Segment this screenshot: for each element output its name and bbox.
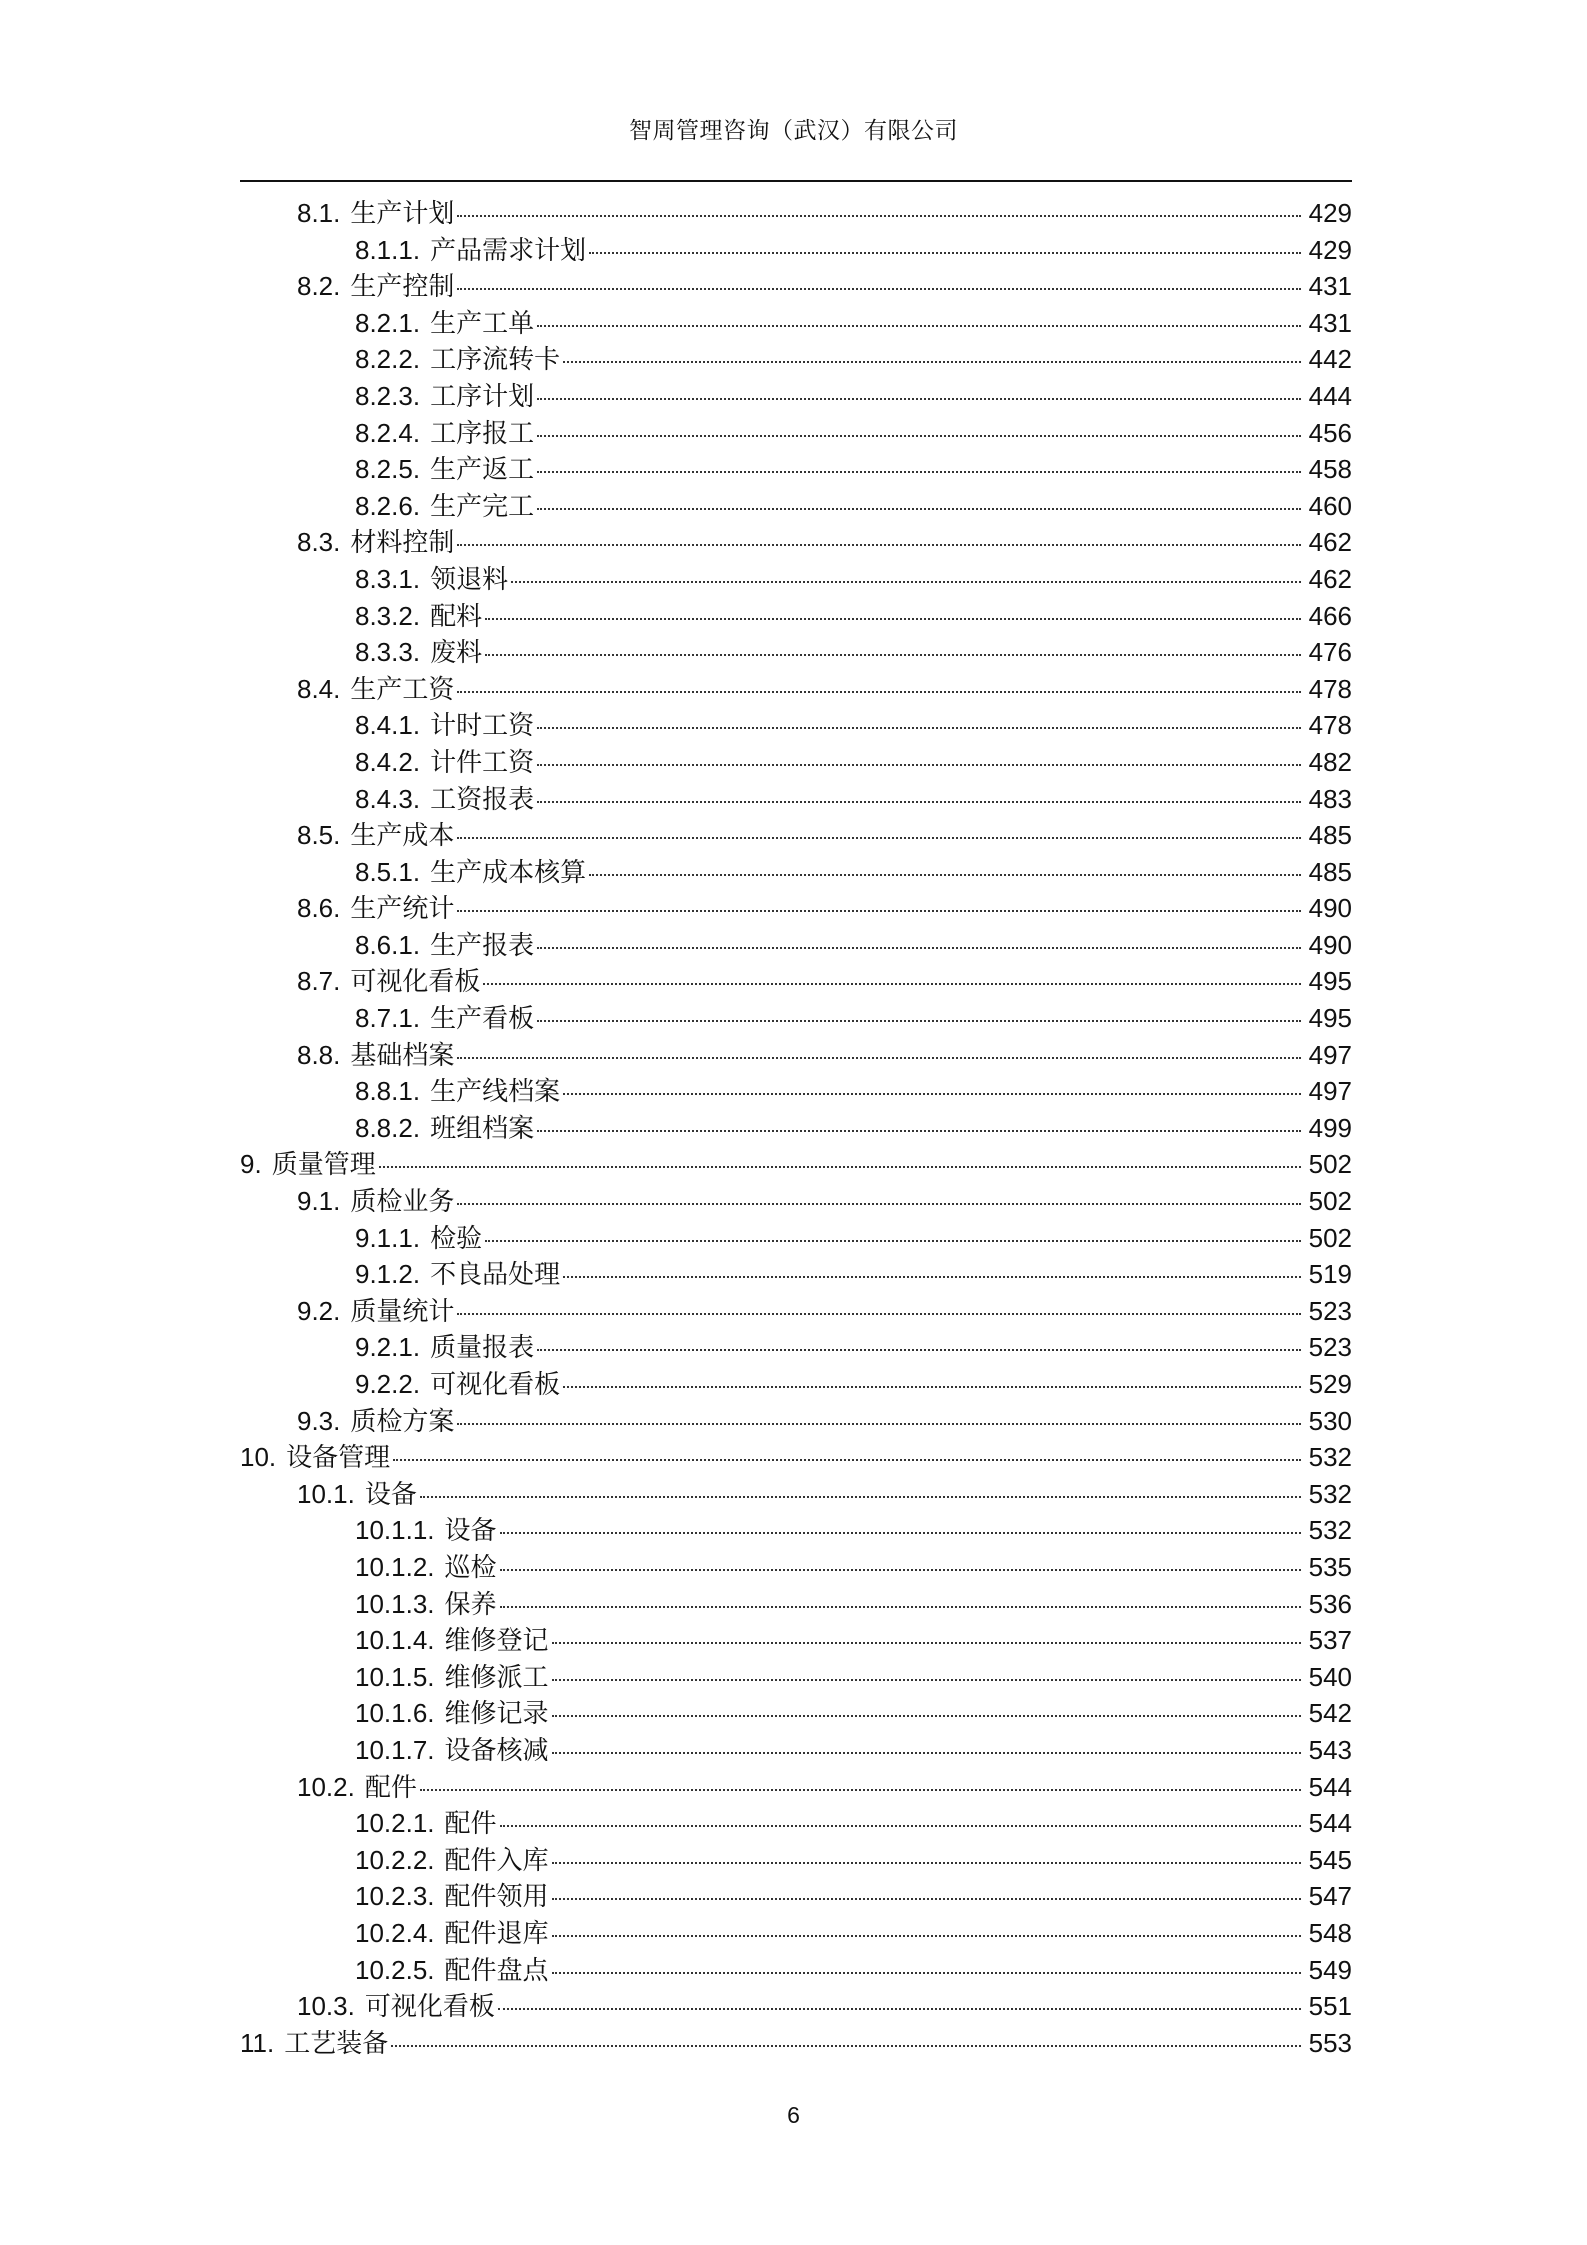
toc-entry-number: 10.1.1.: [355, 1515, 435, 1546]
toc-entry-number: 8.1.1.: [355, 234, 421, 265]
toc-dot-leader: [483, 982, 1301, 985]
toc-entry-number: 8.1.: [297, 198, 341, 228]
toc-entry[interactable]: [240, 488, 1352, 525]
toc-entry-title: 生产工单: [430, 308, 535, 339]
toc-entry-title: 生产成本: [350, 821, 455, 852]
toc-entry[interactable]: [240, 781, 1352, 818]
toc-entry-number: 8.5.1.: [355, 856, 421, 887]
toc-entry-title: 设备核减: [444, 1735, 549, 1766]
toc-entry-title: 维修派工: [444, 1662, 549, 1693]
toc-entry[interactable]: [240, 232, 1352, 269]
toc-entry-page: 431: [1308, 271, 1352, 302]
toc-dot-leader: [457, 214, 1301, 217]
toc-entry-page: 532: [1308, 1515, 1352, 1546]
toc-dot-leader: [537, 434, 1301, 437]
toc-entry[interactable]: [240, 524, 1352, 561]
toc-entry-number: 8.8.: [297, 1039, 341, 1070]
table-of-contents: [240, 195, 1352, 2061]
toc-entry-number: 8.2.4.: [355, 417, 421, 448]
toc-entry-number: 9.: [240, 1149, 262, 1180]
toc-entry-number: 9.1.: [297, 1186, 341, 1217]
toc-dot-leader: [457, 287, 1301, 290]
toc-dot-leader: [537, 1129, 1301, 1132]
toc-dot-leader: [457, 1202, 1301, 1205]
toc-entry[interactable]: [240, 1878, 1352, 1915]
toc-entry-title: 维修登记: [444, 1626, 549, 1657]
toc-entry-number: 10.1.7.: [355, 1734, 435, 1765]
toc-entry-page: 490: [1308, 929, 1352, 960]
toc-entry-page: 482: [1308, 746, 1352, 777]
toc-entry[interactable]: [240, 1695, 1352, 1732]
toc-dot-leader: [393, 1458, 1301, 1461]
toc-entry-page: 483: [1308, 783, 1352, 814]
toc-entry-title: 设备: [364, 1479, 417, 1510]
toc-entry[interactable]: [240, 1403, 1352, 1440]
toc-entry-page: 536: [1308, 1588, 1352, 1619]
toc-entry-number: 8.2.6.: [355, 490, 421, 521]
toc-entry-page: 545: [1308, 1844, 1352, 1875]
toc-entry-page: 485: [1308, 820, 1352, 851]
toc-entry-page: 542: [1308, 1698, 1352, 1729]
toc-entry-number: 8.3.3.: [355, 637, 421, 668]
toc-entry-title: 可视化看板: [364, 1992, 495, 2023]
toc-entry-number: 10.2.5.: [355, 1954, 435, 1985]
toc-entry[interactable]: [240, 1000, 1352, 1037]
toc-entry-number: 8.3.1.: [355, 563, 421, 594]
toc-entry-title: 领退料: [430, 564, 509, 595]
toc-entry-title: 质量管理: [271, 1150, 376, 1181]
toc-dot-leader: [391, 2044, 1301, 2047]
toc-entry-page: 499: [1308, 1112, 1352, 1143]
toc-entry-number: 10.2.4.: [355, 1917, 435, 1948]
toc-entry-page: 442: [1308, 344, 1352, 375]
toc-dot-leader: [552, 1714, 1301, 1717]
toc-entry-title: 废料: [430, 638, 483, 669]
toc-entry-number: 8.2.2.: [355, 344, 421, 375]
toc-entry-number: 10.1.2.: [355, 1551, 435, 1582]
toc-entry-number: 8.3.2.: [355, 600, 421, 631]
toc-entry-title: 工序流转卡: [430, 345, 561, 376]
toc-entry-title: 生产工资: [350, 674, 455, 705]
toc-entry-title: 可视化看板: [430, 1370, 561, 1400]
toc-dot-leader: [537, 470, 1301, 473]
toc-entry-number: 10.: [240, 1442, 277, 1473]
toc-entry-title: 生产控制: [350, 272, 455, 303]
toc-entry-page: 530: [1308, 1405, 1352, 1436]
toc-entry-page: 523: [1308, 1332, 1352, 1363]
toc-entry[interactable]: [240, 1220, 1352, 1257]
toc-entry[interactable]: [240, 268, 1352, 305]
toc-entry-page: 537: [1308, 1625, 1352, 1656]
toc-dot-leader: [500, 1605, 1301, 1608]
toc-entry[interactable]: [240, 1183, 1352, 1220]
toc-entry[interactable]: [240, 927, 1352, 964]
toc-dot-leader: [485, 617, 1301, 620]
toc-entry-number: 10.2.: [297, 1771, 355, 1802]
toc-entry-page: 460: [1308, 490, 1352, 521]
toc-entry-number: 11.: [240, 2027, 275, 2058]
toc-entry-page: 490: [1308, 893, 1352, 924]
toc-dot-leader: [457, 1312, 1301, 1315]
toc-entry-number: 10.3.: [297, 1991, 355, 2022]
toc-entry[interactable]: [240, 1329, 1352, 1366]
toc-dot-leader: [511, 580, 1301, 583]
toc-entry-title: 产品需求计划: [430, 235, 587, 266]
toc-entry-number: 9.2.1.: [355, 1332, 421, 1363]
toc-entry-page: 502: [1308, 1186, 1352, 1217]
toc-entry-title: 配件退库: [444, 1918, 549, 1949]
toc-entry-page: 444: [1308, 380, 1352, 411]
toc-entry-title: 质检业务: [350, 1187, 455, 1218]
toc-dot-leader: [485, 1239, 1301, 1242]
toc-entry-number: 8.4.1.: [355, 710, 421, 741]
toc-entry[interactable]: [240, 1622, 1352, 1659]
toc-dot-leader: [563, 1275, 1301, 1278]
toc-dot-leader: [563, 1385, 1301, 1388]
toc-entry-title: 设备: [444, 1516, 497, 1547]
toc-dot-leader: [552, 1861, 1301, 1864]
toc-entry-title: 生产统计: [350, 894, 455, 925]
toc-entry[interactable]: [240, 963, 1352, 1000]
toc-entry[interactable]: [240, 1732, 1352, 1769]
toc-entry-title: 班组档案: [430, 1113, 535, 1144]
toc-entry-number: 10.1.6.: [355, 1698, 435, 1729]
toc-entry-page: 502: [1308, 1149, 1352, 1180]
toc-entry-title: 生产成本核算: [430, 857, 587, 888]
toc-entry[interactable]: [240, 1439, 1352, 1476]
toc-entry[interactable]: [240, 1146, 1352, 1183]
toc-entry-number: 9.3.: [297, 1405, 341, 1436]
toc-entry[interactable]: [240, 1256, 1352, 1293]
toc-entry[interactable]: [240, 1952, 1352, 1989]
toc-dot-leader: [457, 543, 1301, 546]
toc-entry-page: 523: [1308, 1295, 1352, 1326]
toc-entry[interactable]: [240, 1842, 1352, 1879]
toc-entry-title: 工艺装备: [284, 2028, 389, 2059]
toc-dot-leader: [563, 360, 1301, 363]
toc-entry-page: 478: [1308, 710, 1352, 741]
toc-dot-leader: [537, 397, 1301, 400]
toc-dot-leader: [589, 251, 1301, 254]
toc-dot-leader: [563, 1092, 1301, 1095]
toc-entry-number: 10.2.1.: [355, 1808, 435, 1839]
toc-entry-number: 8.7.: [297, 966, 341, 997]
toc-entry[interactable]: [240, 817, 1352, 854]
toc-entry-page: 429: [1308, 234, 1352, 265]
toc-entry-page: 478: [1308, 673, 1352, 704]
toc-entry[interactable]: [240, 1805, 1352, 1842]
toc-entry-title: 不良品处理: [430, 1260, 561, 1291]
toc-entry-title: 检验: [430, 1223, 483, 1254]
toc-entry[interactable]: [240, 378, 1352, 415]
toc-entry[interactable]: [240, 1988, 1352, 2025]
toc-entry-page: 495: [1308, 1003, 1352, 1034]
toc-entry-title: 配件: [444, 1809, 497, 1840]
toc-entry-page: 540: [1308, 1661, 1352, 1692]
toc-entry-page: 485: [1308, 856, 1352, 887]
toc-entry[interactable]: [240, 707, 1352, 744]
page-header: 智周管理咨询（武汉）有限公司: [629, 118, 958, 144]
toc-entry-number: 10.1.5.: [355, 1661, 435, 1692]
toc-dot-leader: [552, 1678, 1301, 1681]
toc-entry-page: 462: [1308, 563, 1352, 594]
toc-entry-title: 维修记录: [444, 1699, 549, 1730]
toc-entry[interactable]: [240, 451, 1352, 488]
toc-dot-leader: [457, 1422, 1301, 1425]
toc-entry-page: 495: [1308, 966, 1352, 997]
toc-entry[interactable]: [240, 671, 1352, 708]
toc-entry-page: 476: [1308, 637, 1352, 668]
toc-entry-title: 计件工资: [430, 747, 535, 778]
toc-entry-number: 8.8.1.: [355, 1076, 421, 1107]
toc-entry-number: 10.2.2.: [355, 1844, 435, 1875]
toc-dot-leader: [457, 1056, 1301, 1059]
toc-entry-title: 工序计划: [430, 381, 535, 412]
toc-dot-leader: [379, 1165, 1301, 1168]
toc-entry[interactable]: [240, 341, 1352, 378]
toc-entry-number: 8.2.: [297, 271, 341, 302]
toc-dot-leader: [552, 1934, 1301, 1937]
toc-dot-leader: [500, 1568, 1301, 1571]
toc-dot-leader: [420, 1495, 1301, 1498]
toc-dot-leader: [552, 1897, 1301, 1900]
toc-entry[interactable]: [240, 561, 1352, 598]
toc-dot-leader: [552, 1751, 1301, 1754]
toc-entry-number: 10.2.3.: [355, 1881, 435, 1912]
toc-dot-leader: [485, 653, 1301, 656]
toc-entry[interactable]: [240, 890, 1352, 927]
toc-entry-number: 10.1.: [297, 1478, 355, 1509]
toc-entry-number: 10.1.3.: [355, 1588, 435, 1619]
toc-dot-leader: [537, 763, 1301, 766]
toc-entry-number: 8.6.: [297, 893, 341, 924]
toc-entry-title: 生产看板: [430, 1004, 535, 1035]
toc-dot-leader: [500, 1531, 1301, 1534]
toc-entry-number: 9.1.2.: [355, 1259, 421, 1290]
toc-entry-title: 工资报表: [430, 784, 535, 815]
toc-entry-title: 质检方案: [350, 1406, 455, 1437]
toc-entry-page: 553: [1308, 2027, 1352, 2058]
toc-entry-page: 532: [1308, 1442, 1352, 1473]
toc-entry[interactable]: [240, 1586, 1352, 1623]
toc-entry[interactable]: [240, 195, 1352, 232]
toc-entry-title: 生产计划: [350, 199, 455, 229]
toc-entry-number: 8.4.2.: [355, 746, 421, 777]
toc-entry-page: 497: [1308, 1039, 1352, 1070]
toc-dot-leader: [537, 946, 1301, 949]
toc-entry[interactable]: [240, 1110, 1352, 1147]
toc-entry-page: 535: [1308, 1551, 1352, 1582]
toc-entry-number: 9.2.: [297, 1295, 341, 1326]
toc-entry-title: 生产返工: [430, 455, 535, 486]
toc-entry-title: 配件入库: [444, 1845, 549, 1876]
toc-entry[interactable]: [240, 1512, 1352, 1549]
toc-entry-title: 生产线档案: [430, 1077, 561, 1108]
toc-entry-number: 8.2.3.: [355, 380, 421, 411]
toc-entry-number: 8.4.: [297, 673, 341, 704]
toc-entry-number: 8.2.5.: [355, 454, 421, 485]
toc-entry-title: 质量报表: [430, 1333, 535, 1364]
toc-entry-page: 519: [1308, 1259, 1352, 1290]
toc-entry-page: 466: [1308, 600, 1352, 631]
toc-entry-number: 8.2.1.: [355, 307, 421, 338]
toc-entry-page: 462: [1308, 527, 1352, 558]
header-rule: [240, 180, 1352, 182]
toc-dot-leader: [537, 324, 1301, 327]
toc-entry-page: 549: [1308, 1954, 1352, 1985]
toc-entry-title: 巡检: [444, 1552, 497, 1583]
toc-entry-number: 10.1.4.: [355, 1625, 435, 1656]
toc-entry-number: 8.3.: [297, 527, 341, 558]
toc-entry-title: 生产报表: [430, 930, 535, 961]
toc-dot-leader: [457, 909, 1301, 912]
toc-entry-title: 配料: [430, 601, 483, 632]
toc-entry-title: 设备管理: [286, 1443, 391, 1474]
toc-entry-title: 保养: [444, 1589, 497, 1620]
toc-entry-page: 551: [1308, 1991, 1352, 2022]
toc-entry-title: 可视化看板: [350, 967, 481, 998]
toc-entry-title: 工序报工: [430, 418, 535, 449]
toc-dot-leader: [552, 1641, 1301, 1644]
toc-entry-page: 458: [1308, 454, 1352, 485]
toc-entry-number: 8.4.3.: [355, 783, 421, 814]
toc-entry-title: 生产完工: [430, 491, 535, 522]
toc-entry[interactable]: [240, 744, 1352, 781]
toc-entry[interactable]: [240, 1659, 1352, 1696]
toc-entry[interactable]: [240, 598, 1352, 635]
toc-entry-page: 456: [1308, 417, 1352, 448]
toc-entry[interactable]: [240, 415, 1352, 452]
toc-entry-page: 544: [1308, 1808, 1352, 1839]
toc-entry-page: 532: [1308, 1478, 1352, 1509]
toc-entry-title: 质量统计: [350, 1296, 455, 1327]
toc-entry-page: 548: [1308, 1917, 1352, 1948]
toc-entry-number: 8.5.: [297, 820, 341, 851]
toc-entry-number: 8.8.2.: [355, 1112, 421, 1143]
toc-dot-leader: [457, 690, 1301, 693]
toc-entry-page: 544: [1308, 1771, 1352, 1802]
toc-entry-number: 8.7.1.: [355, 1003, 421, 1034]
toc-entry-title: 基础档案: [350, 1040, 455, 1071]
toc-entry-page: 497: [1308, 1076, 1352, 1107]
toc-entry-page: 429: [1308, 198, 1352, 228]
page-number: 6: [787, 2102, 800, 2128]
toc-entry[interactable]: [240, 1073, 1352, 1110]
toc-entry-page: 547: [1308, 1881, 1352, 1912]
toc-dot-leader: [537, 800, 1301, 803]
toc-entry[interactable]: [240, 1915, 1352, 1952]
toc-entry-number: 9.2.2.: [355, 1369, 421, 1399]
toc-entry-number: 9.1.1.: [355, 1222, 421, 1253]
toc-entry[interactable]: [240, 1549, 1352, 1586]
toc-entry[interactable]: [240, 1037, 1352, 1074]
toc-dot-leader: [457, 836, 1301, 839]
toc-dot-leader: [589, 873, 1301, 876]
toc-entry-title: 配件盘点: [444, 1955, 549, 1986]
toc-entry[interactable]: [240, 2025, 1352, 2062]
toc-dot-leader: [537, 726, 1301, 729]
toc-dot-leader: [500, 1824, 1301, 1827]
toc-entry[interactable]: [240, 1476, 1352, 1513]
toc-entry-title: 材料控制: [350, 528, 455, 559]
toc-entry[interactable]: [240, 1769, 1352, 1806]
toc-dot-leader: [552, 1971, 1301, 1974]
toc-dot-leader: [498, 2007, 1301, 2010]
toc-entry-title: 配件: [364, 1772, 417, 1803]
toc-dot-leader: [537, 507, 1301, 510]
toc-entry-title: 计时工资: [430, 711, 535, 742]
toc-entry-page: 529: [1308, 1369, 1352, 1399]
toc-entry-page: 431: [1308, 307, 1352, 338]
toc-entry[interactable]: [240, 1293, 1352, 1330]
toc-entry[interactable]: [240, 634, 1352, 671]
toc-entry-page: 502: [1308, 1222, 1352, 1253]
toc-entry[interactable]: [240, 854, 1352, 891]
toc-dot-leader: [537, 1348, 1301, 1351]
toc-entry-number: 8.6.1.: [355, 929, 421, 960]
toc-dot-leader: [537, 1019, 1301, 1022]
toc-entry[interactable]: [240, 1366, 1352, 1403]
toc-entry-page: 543: [1308, 1734, 1352, 1765]
toc-entry[interactable]: [240, 305, 1352, 342]
toc-dot-leader: [420, 1788, 1301, 1791]
toc-entry-title: 配件领用: [444, 1882, 549, 1913]
